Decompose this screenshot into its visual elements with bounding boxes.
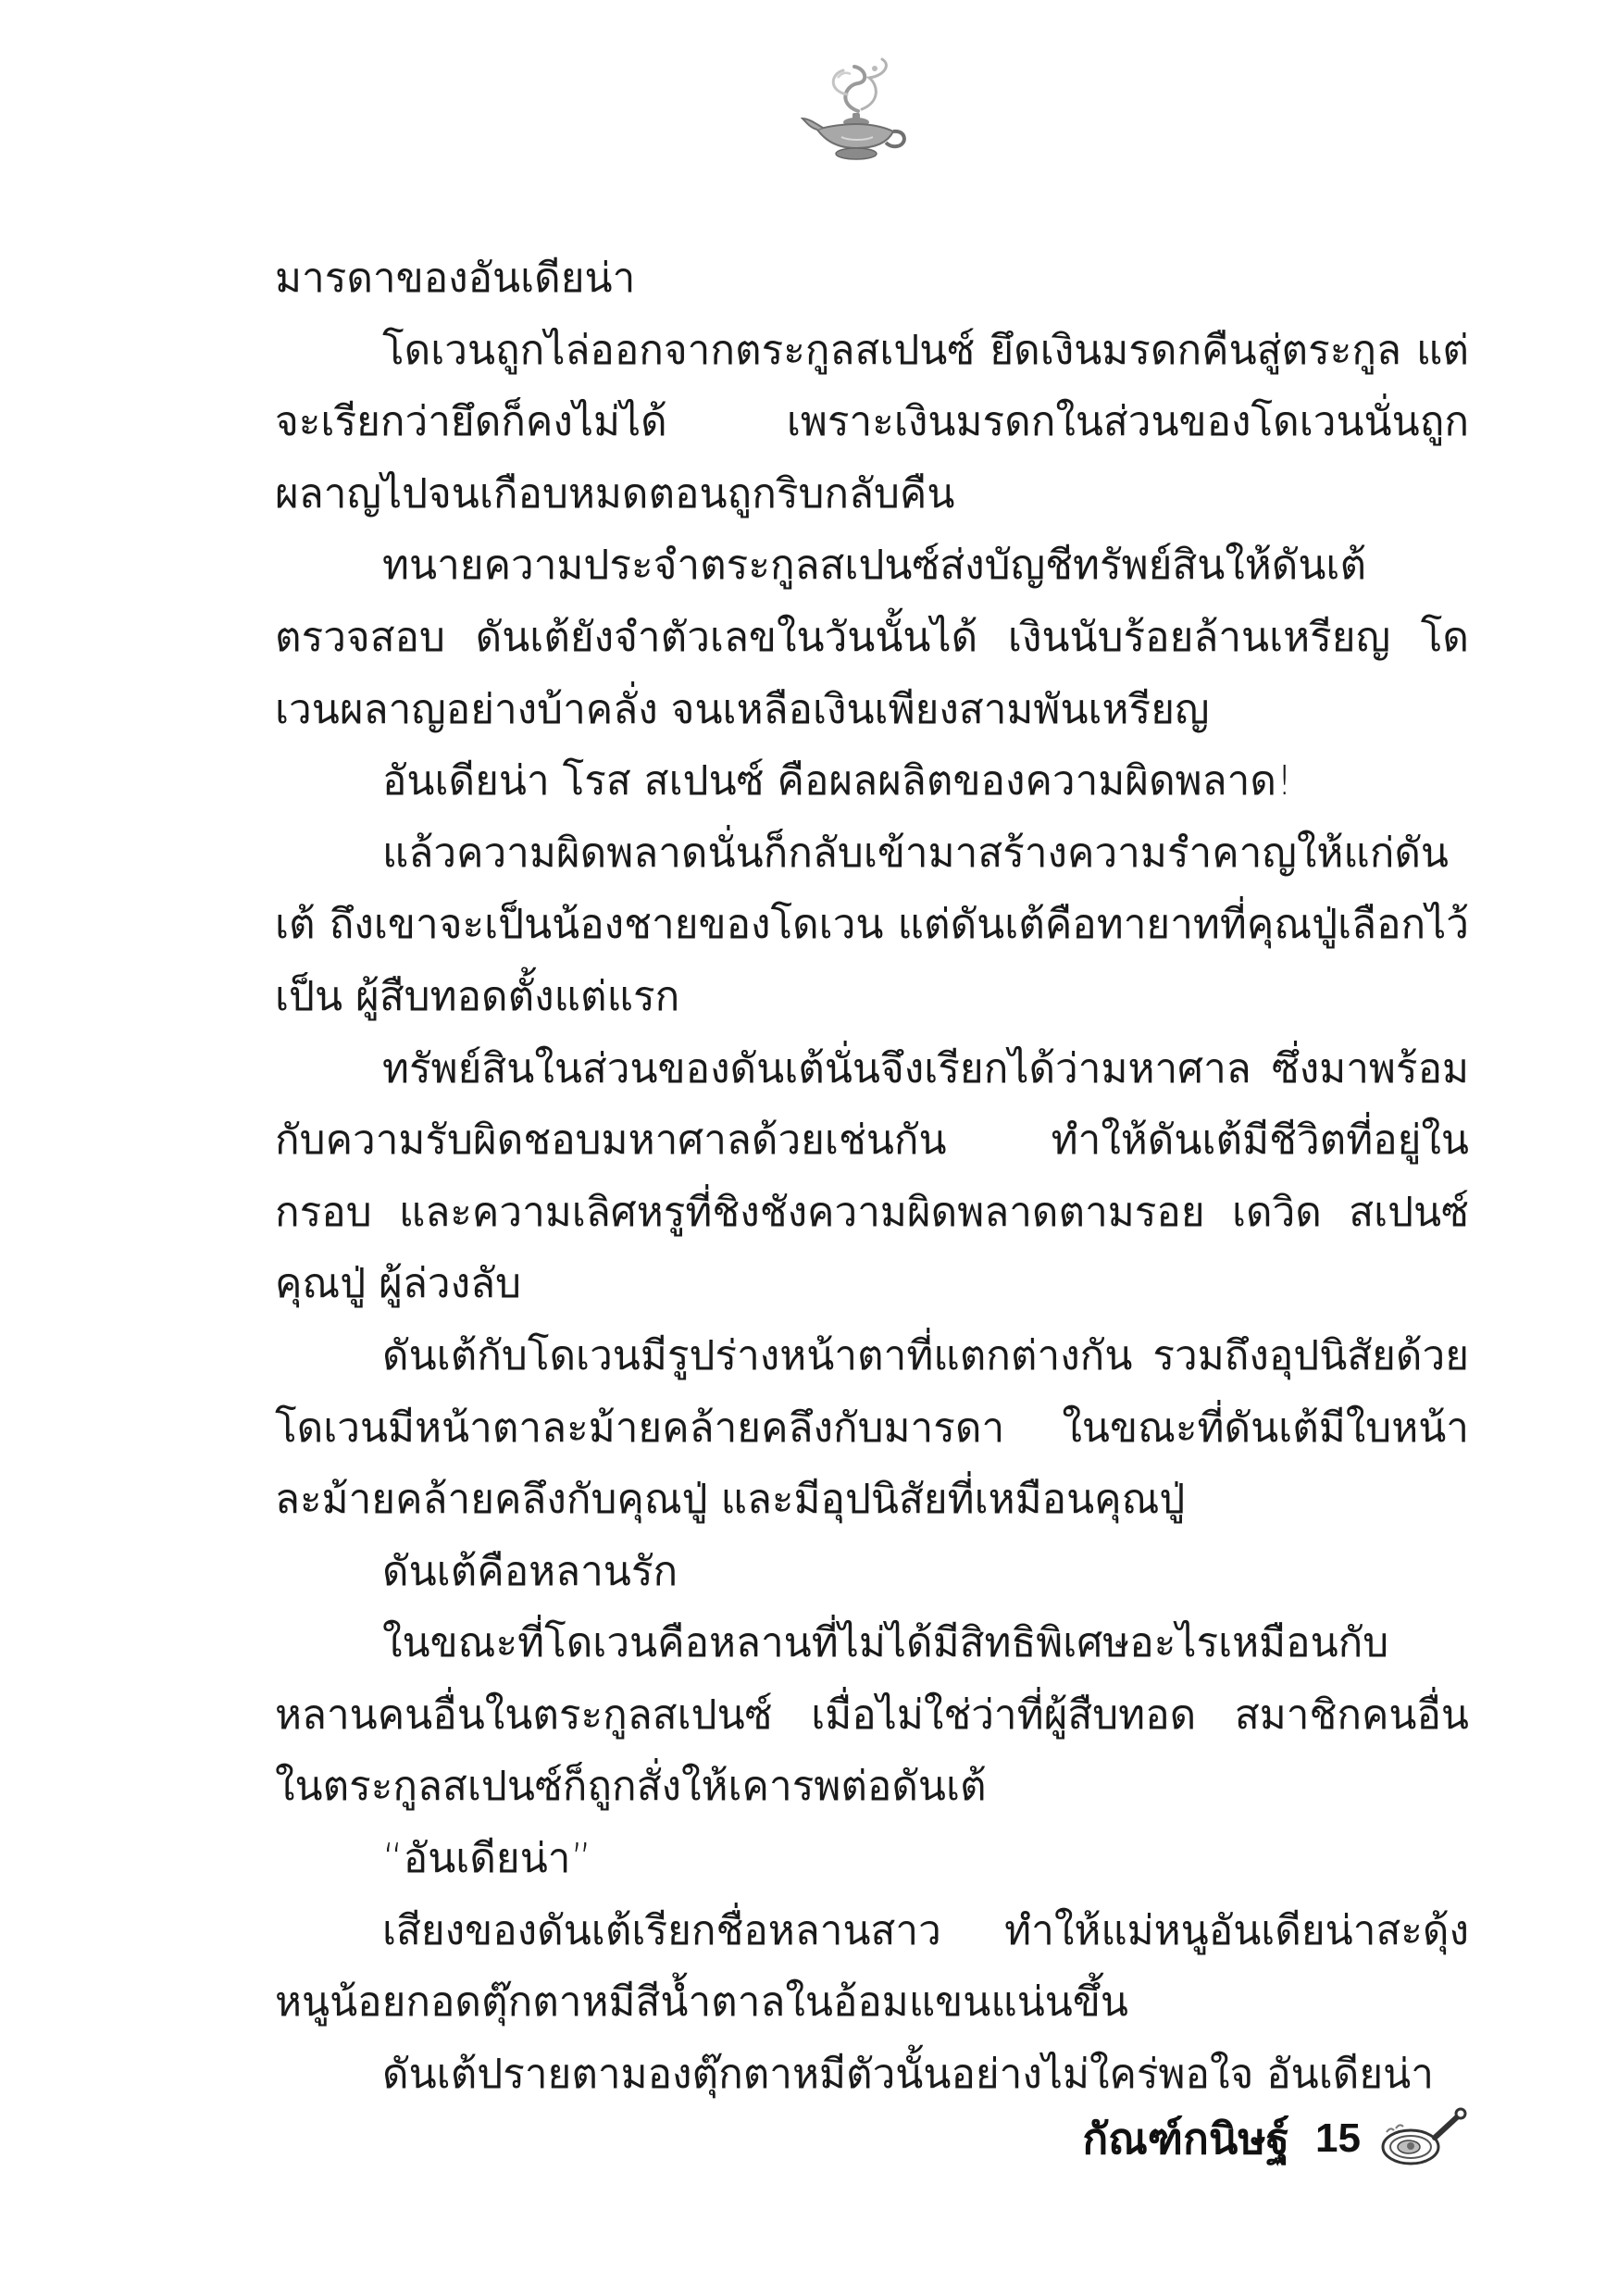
paragraph: ในขณะที่โดเวนคือหลานที่ไม่ได้มีสิทธิพิเศษอะไรเหมือนกับ หลานคนอื่นในตระกูลสเปนซ์ เมื่อไม่ใช่ว่าที่ผู้สืบทอด สมาชิกคนอื่น ในตระกูลสเปนซ์ก็ถูกสั่งให้เคารพต่อดันเต้ — [275, 1619, 1469, 1811]
paragraph: อันเดียน่า โรส สเปนซ์ คือผลผลิตของความผิดพลาด! — [382, 757, 1293, 805]
paragraph: มารดาของอันเดียน่า — [275, 255, 636, 302]
chapter-body — [275, 243, 1469, 2110]
page-number: 15 — [1315, 2115, 1361, 2161]
magic-lamp-icon — [801, 57, 912, 168]
paragraph: แล้วความผิดพลาดนั่นก็กลับเข้ามาสร้างความรำคาญให้แก่ดันเต้ ถึงเขาจะเป็นน้องชายของโดเวน แต่ดันเต้คือทายาทที่คุณปู่เลือกไว้เป็น ผู้สืบทอดตั้งแต่แรก — [275, 829, 1469, 1020]
paragraph: ทนายความประจำตระกูลสเปนซ์ส่งบัญชีทรัพย์สินให้ดันเต้ ตรวจสอบ ดันเต้ยังจำตัวเลขในวันนั้นได้ เงินนับร้อยล้านเหรียญ โดเวนผลาญอย่างบ้าคลั่ง จนเหลือเงินเพียงสามพันเหรียญ — [275, 542, 1469, 733]
paragraph: ดันเต้คือหลานรัก — [382, 1547, 678, 1595]
page-footer — [1082, 2097, 1470, 2180]
book-title: กัณฑ์กนิษฐ์ — [1082, 2113, 1290, 2164]
paragraph: ดันเต้กับโดเวนมีรูปร่างหน้าตาที่แตกต่างกัน รวมถึงอุปนิสัยด้วย โดเวนมีหน้าตาละม้ายคล้ายคลึงกับมารดา ในขณะที่ดันเต้มีใบหน้า ละม้ายคล้ายคลึงกับคุณปู่ และมีอุปนิสัยที่เหมือนคุณปู่ — [275, 1331, 1469, 1524]
frying-pan-icon — [1377, 2106, 1470, 2171]
paragraph: เสียงของดันเต้เรียกชื่อหลานสาว ทำให้แม่หนูอันเดียน่าสะดุ้ง หนูน้อยกอดตุ๊กตาหมีสีน้ำตาลในอ้อมแขนแน่นขึ้น — [275, 1906, 1469, 2027]
paragraph: ทรัพย์สินในส่วนของดันเต้นั่นจึงเรียกได้ว่ามหาศาล ซึ่งมาพร้อม กับความรับผิดชอบมหาศาลด้วยเช่นกัน ทำให้ดันเต้มีชีวิตที่อยู่ในกรอบ และความเลิศหรูที่ชิงชังความผิดพลาดตามรอย เดวิด สเปนซ์ คุณปู่ ผู้ล่วงลับ — [275, 1044, 1469, 1308]
paragraph: ดันเต้ปรายตามองตุ๊กตาหมีตัวนั้นอย่างไม่ใคร่พอใจ อันเดียน่า — [382, 2050, 1434, 2098]
paragraph: “อันเดียน่า” — [382, 1835, 592, 1883]
paragraph: โดเวนถูกไล่ออกจากตระกูลสเปนซ์ ยึดเงินมรดกคืนสู่ตระกูล แต่จะเรียกว่ายึดก็คงไม่ได้ เพราะเงินมรดกในส่วนของโดเวนนั่นถูก ผลาญไปจนเกือบหมดตอนถูกริบกลับคืน — [275, 326, 1469, 518]
